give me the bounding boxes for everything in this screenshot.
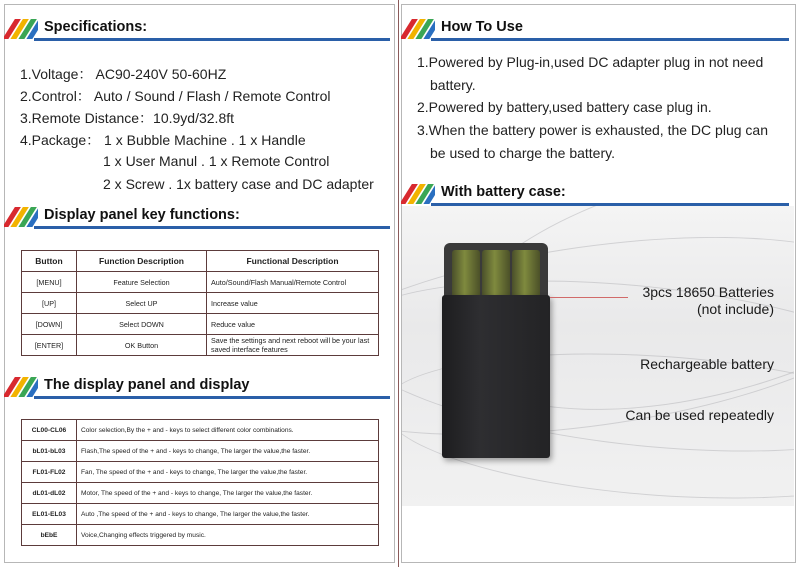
table-row — [22, 483, 379, 504]
table-cell: Select DOWN — [77, 314, 207, 335]
table-cell: Reduce value — [207, 314, 379, 335]
display-description: Flash,The speed of the + and - keys to change, The larger the value,the faster. — [77, 441, 379, 462]
reusable-callout: Can be used repeatedly — [625, 407, 774, 423]
use-step-3: 3.When the battery power is exhausted, the DC plug can — [417, 122, 768, 138]
key-functions-header — [4, 205, 394, 231]
table-cell: Auto/Sound/Flash Manual/Remote Control — [207, 272, 379, 293]
display-code: dL01-dL02 — [22, 483, 77, 504]
column-header: Function Description — [77, 251, 207, 272]
use-step-3-cont: be used to charge the battery. — [430, 145, 615, 161]
display-code: bL01-bL03 — [22, 441, 77, 462]
table-cell: Save the settings and next reboot will be your last saved interface features — [207, 335, 379, 356]
key-functions-title: Display panel key functions: — [44, 207, 240, 223]
battery-case-title: With battery case: — [441, 184, 566, 200]
table-row — [22, 462, 379, 483]
callout-line — [550, 297, 628, 298]
spec-remote-distance: 3.Remote Distance：10.9yd/32.8ft — [20, 110, 235, 126]
display-description: Fan, The speed of the + and - keys to change, The larger the value,the faster. — [77, 462, 379, 483]
header-rule — [34, 396, 390, 399]
display-code: bEbE — [22, 525, 77, 546]
display-code: EL01-EL03 — [22, 504, 77, 525]
table-cell: Select UP — [77, 293, 207, 314]
table-row — [22, 504, 379, 525]
table-cell: [DOWN] — [22, 314, 77, 335]
key-functions-table — [21, 250, 379, 356]
use-step-1: 1.Powered by Plug-in,used DC adapter plug in not need — [417, 54, 764, 70]
use-step-1-cont: battery. — [430, 77, 476, 93]
table-row — [22, 293, 379, 314]
display-description: Auto ,The speed of the + and - keys to change, The larger the value,the faster. — [77, 504, 379, 525]
display-code: CL00-CL06 — [22, 420, 77, 441]
stripes-decoration-icon — [401, 184, 435, 204]
display-code: FL01-FL02 — [22, 462, 77, 483]
battery-case-icon — [442, 295, 550, 458]
header-rule — [34, 226, 390, 229]
header-rule — [34, 38, 390, 41]
table-row — [22, 420, 379, 441]
table-row — [22, 441, 379, 462]
table-cell: [MENU] — [22, 272, 77, 293]
table-cell: Feature Selection — [77, 272, 207, 293]
table-cell: [ENTER] — [22, 335, 77, 356]
specifications-header — [4, 17, 394, 43]
specifications-title: Specifications: — [44, 19, 148, 35]
header-rule — [431, 38, 789, 41]
table-row — [22, 314, 379, 335]
spec-control: 2.Control： Auto / Sound / Flash / Remote Control — [20, 88, 331, 104]
use-step-2: 2.Powered by battery,used battery case plug in. — [417, 99, 712, 115]
display-panel-title: The display panel and display — [44, 377, 250, 393]
spec-voltage: 1.Voltage： AC90-240V 50-60HZ — [20, 66, 227, 82]
battery-cell-icon — [452, 250, 480, 298]
stripes-decoration-icon — [4, 377, 38, 397]
battery-cell-icon — [512, 250, 540, 298]
stripes-decoration-icon — [4, 207, 38, 227]
display-panel-header — [4, 375, 394, 401]
display-description: Voice,Changing effects triggered by music. — [77, 525, 379, 546]
table-cell: OK Button — [77, 335, 207, 356]
display-description: Color selection,By the + and - keys to select different color combinations. — [77, 420, 379, 441]
display-codes-table — [21, 419, 379, 546]
battery-cell-icon — [482, 250, 510, 298]
column-header: Functional Description — [207, 251, 379, 272]
column-header: Button — [22, 251, 77, 272]
how-to-use-header — [401, 17, 796, 43]
rechargeable-callout: Rechargeable battery — [640, 356, 774, 372]
stripes-decoration-icon — [4, 19, 38, 39]
table-cell: [UP] — [22, 293, 77, 314]
spec-package-line2: 1 x User Manul . 1 x Remote Control — [103, 153, 330, 169]
stripes-decoration-icon — [401, 19, 435, 39]
battery-case-header — [401, 182, 796, 208]
how-to-use-title: How To Use — [441, 19, 523, 35]
display-description: Motor, The speed of the + and - keys to change, The larger the value,the faster. — [77, 483, 379, 504]
batteries-callout: 3pcs 18650 Batteries — [642, 284, 774, 300]
table-row — [22, 525, 379, 546]
table-header-row — [22, 251, 379, 272]
batteries-note: (not include) — [696, 301, 774, 317]
spec-package-line3: 2 x Screw . 1x battery case and DC adapter — [103, 176, 374, 192]
spec-package: 4.Package： 1 x Bubble Machine . 1 x Handle — [20, 132, 306, 148]
table-row — [22, 335, 379, 356]
center-divider — [398, 0, 399, 567]
table-cell: Increase value — [207, 293, 379, 314]
table-row — [22, 272, 379, 293]
